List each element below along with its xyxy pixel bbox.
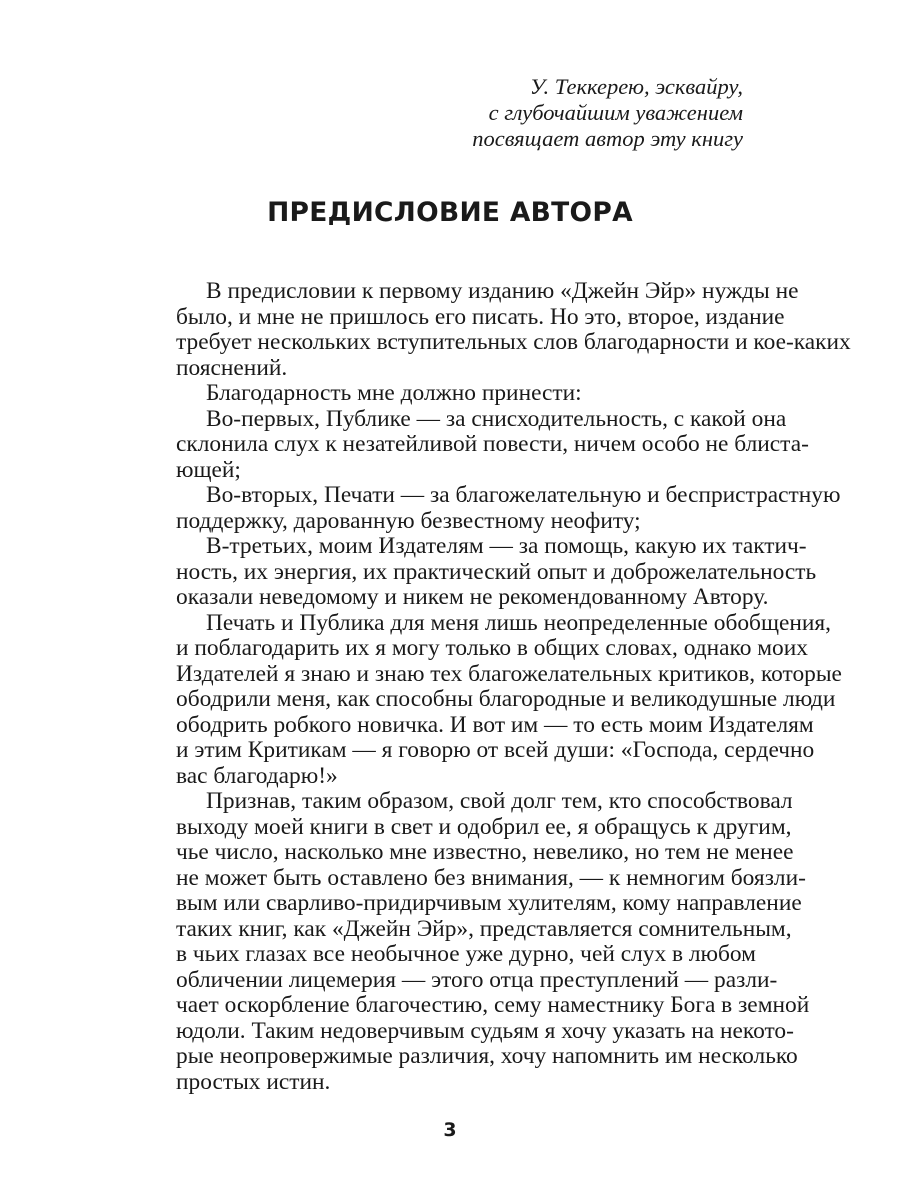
paragraph <box>176 533 817 611</box>
text-line: чье число, насколько мне известно, невелико, но тем не менее <box>176 839 794 865</box>
text-line: ющей; <box>176 456 241 483</box>
text-line: Во-первых, Публике — за снисходительность, с какой она <box>206 405 787 432</box>
text-line: выходу моей книги в свет и одобрил ее, я обращусь к другим, <box>176 813 792 840</box>
text-line: ободрить робкого новичка. И вот им — то есть моим Издателям <box>176 711 814 738</box>
text-line: ободрили меня, как способны благородные и великодушные люди <box>176 686 836 712</box>
text-line: рые неопровержимые различия, хочу напомнить им несколько <box>176 1043 798 1069</box>
text-line: не может быть оставлено без внимания, — к немногим боязли- <box>176 864 806 891</box>
chapter-heading: ПРЕДИСЛОВИЕ АВТОРА <box>267 197 633 228</box>
epigraph <box>300 74 743 152</box>
text-line: требует нескольких вступительных слов благодарности и кое-каких <box>176 329 851 355</box>
epigraph-line: с глубочайшим уважением <box>488 100 743 125</box>
paragraph <box>176 788 810 1095</box>
text-line: поддержку, дарованную безвестному неофиту; <box>176 507 641 534</box>
text-line: простых истин. <box>176 1068 331 1095</box>
text-line: и поблагодарить их я могу только в общих словах, однако моих <box>176 635 808 661</box>
text-line: было, и мне не пришлось его писать. Но это, второе, издание <box>176 303 785 330</box>
text-line: чает оскорбление благочестию, сему наместнику Бога в земной <box>176 992 810 1018</box>
text-line: пояснений. <box>176 354 288 381</box>
text-line: в чьих глазах все необычное уже дурно, чей слух в любом <box>176 941 756 967</box>
text-line: вас благодарю!» <box>176 762 338 789</box>
text-line: Благодарность мне должно принести: <box>206 380 582 406</box>
text-line: Признав, таким образом, свой долг тем, кто способствовал <box>206 788 793 814</box>
text-line: В-третьих, моим Издателям — за помощь, какую их тактич- <box>206 533 807 559</box>
text-line: обличении лицемерия — этого отца преступлений — разли- <box>176 966 778 993</box>
epigraph-line: посвящает автор эту книгу <box>472 126 743 151</box>
paragraph <box>176 381 746 407</box>
text-line: Во-вторых, Печати — за благожелательную и беспристрастную <box>206 482 841 508</box>
text-line: и этим Критикам — я говорю от всей души: «Господа, сердечно <box>176 737 815 763</box>
paragraph <box>176 482 841 534</box>
epigraph-line: У. Теккерею, эсквайру, <box>529 74 743 99</box>
body-text <box>176 278 851 1095</box>
text-line: склонила слух к незатейливой повести, ничем особо не блиста- <box>176 431 809 457</box>
text-line: ность, их энергия, их практический опыт и доброжелательность <box>176 558 817 585</box>
paragraph <box>176 609 842 790</box>
text-line: Печать и Публика для меня лишь неопределенные обобщения, <box>206 609 831 636</box>
text-line: таких книг, как «Джейн Эйр», представляется сомнительным, <box>176 915 792 942</box>
paragraph <box>176 278 851 381</box>
text-line: юдоли. Таким недоверчивым судьям я хочу указать на некото- <box>176 1017 794 1044</box>
page-number: 3 <box>443 1119 457 1141</box>
text-line: Издателей я знаю и знаю тех благожелательных критиков, которые <box>176 660 842 687</box>
paragraph <box>176 405 809 484</box>
text-line: В предисловии к первому изданию «Джейн Эйр» нужды не <box>206 278 799 304</box>
text-line: вым или сварливо-придирчивым хулителям, кому направление <box>176 890 802 916</box>
text-line: оказали неведомому и никем не рекомендованному Автору. <box>176 584 769 610</box>
